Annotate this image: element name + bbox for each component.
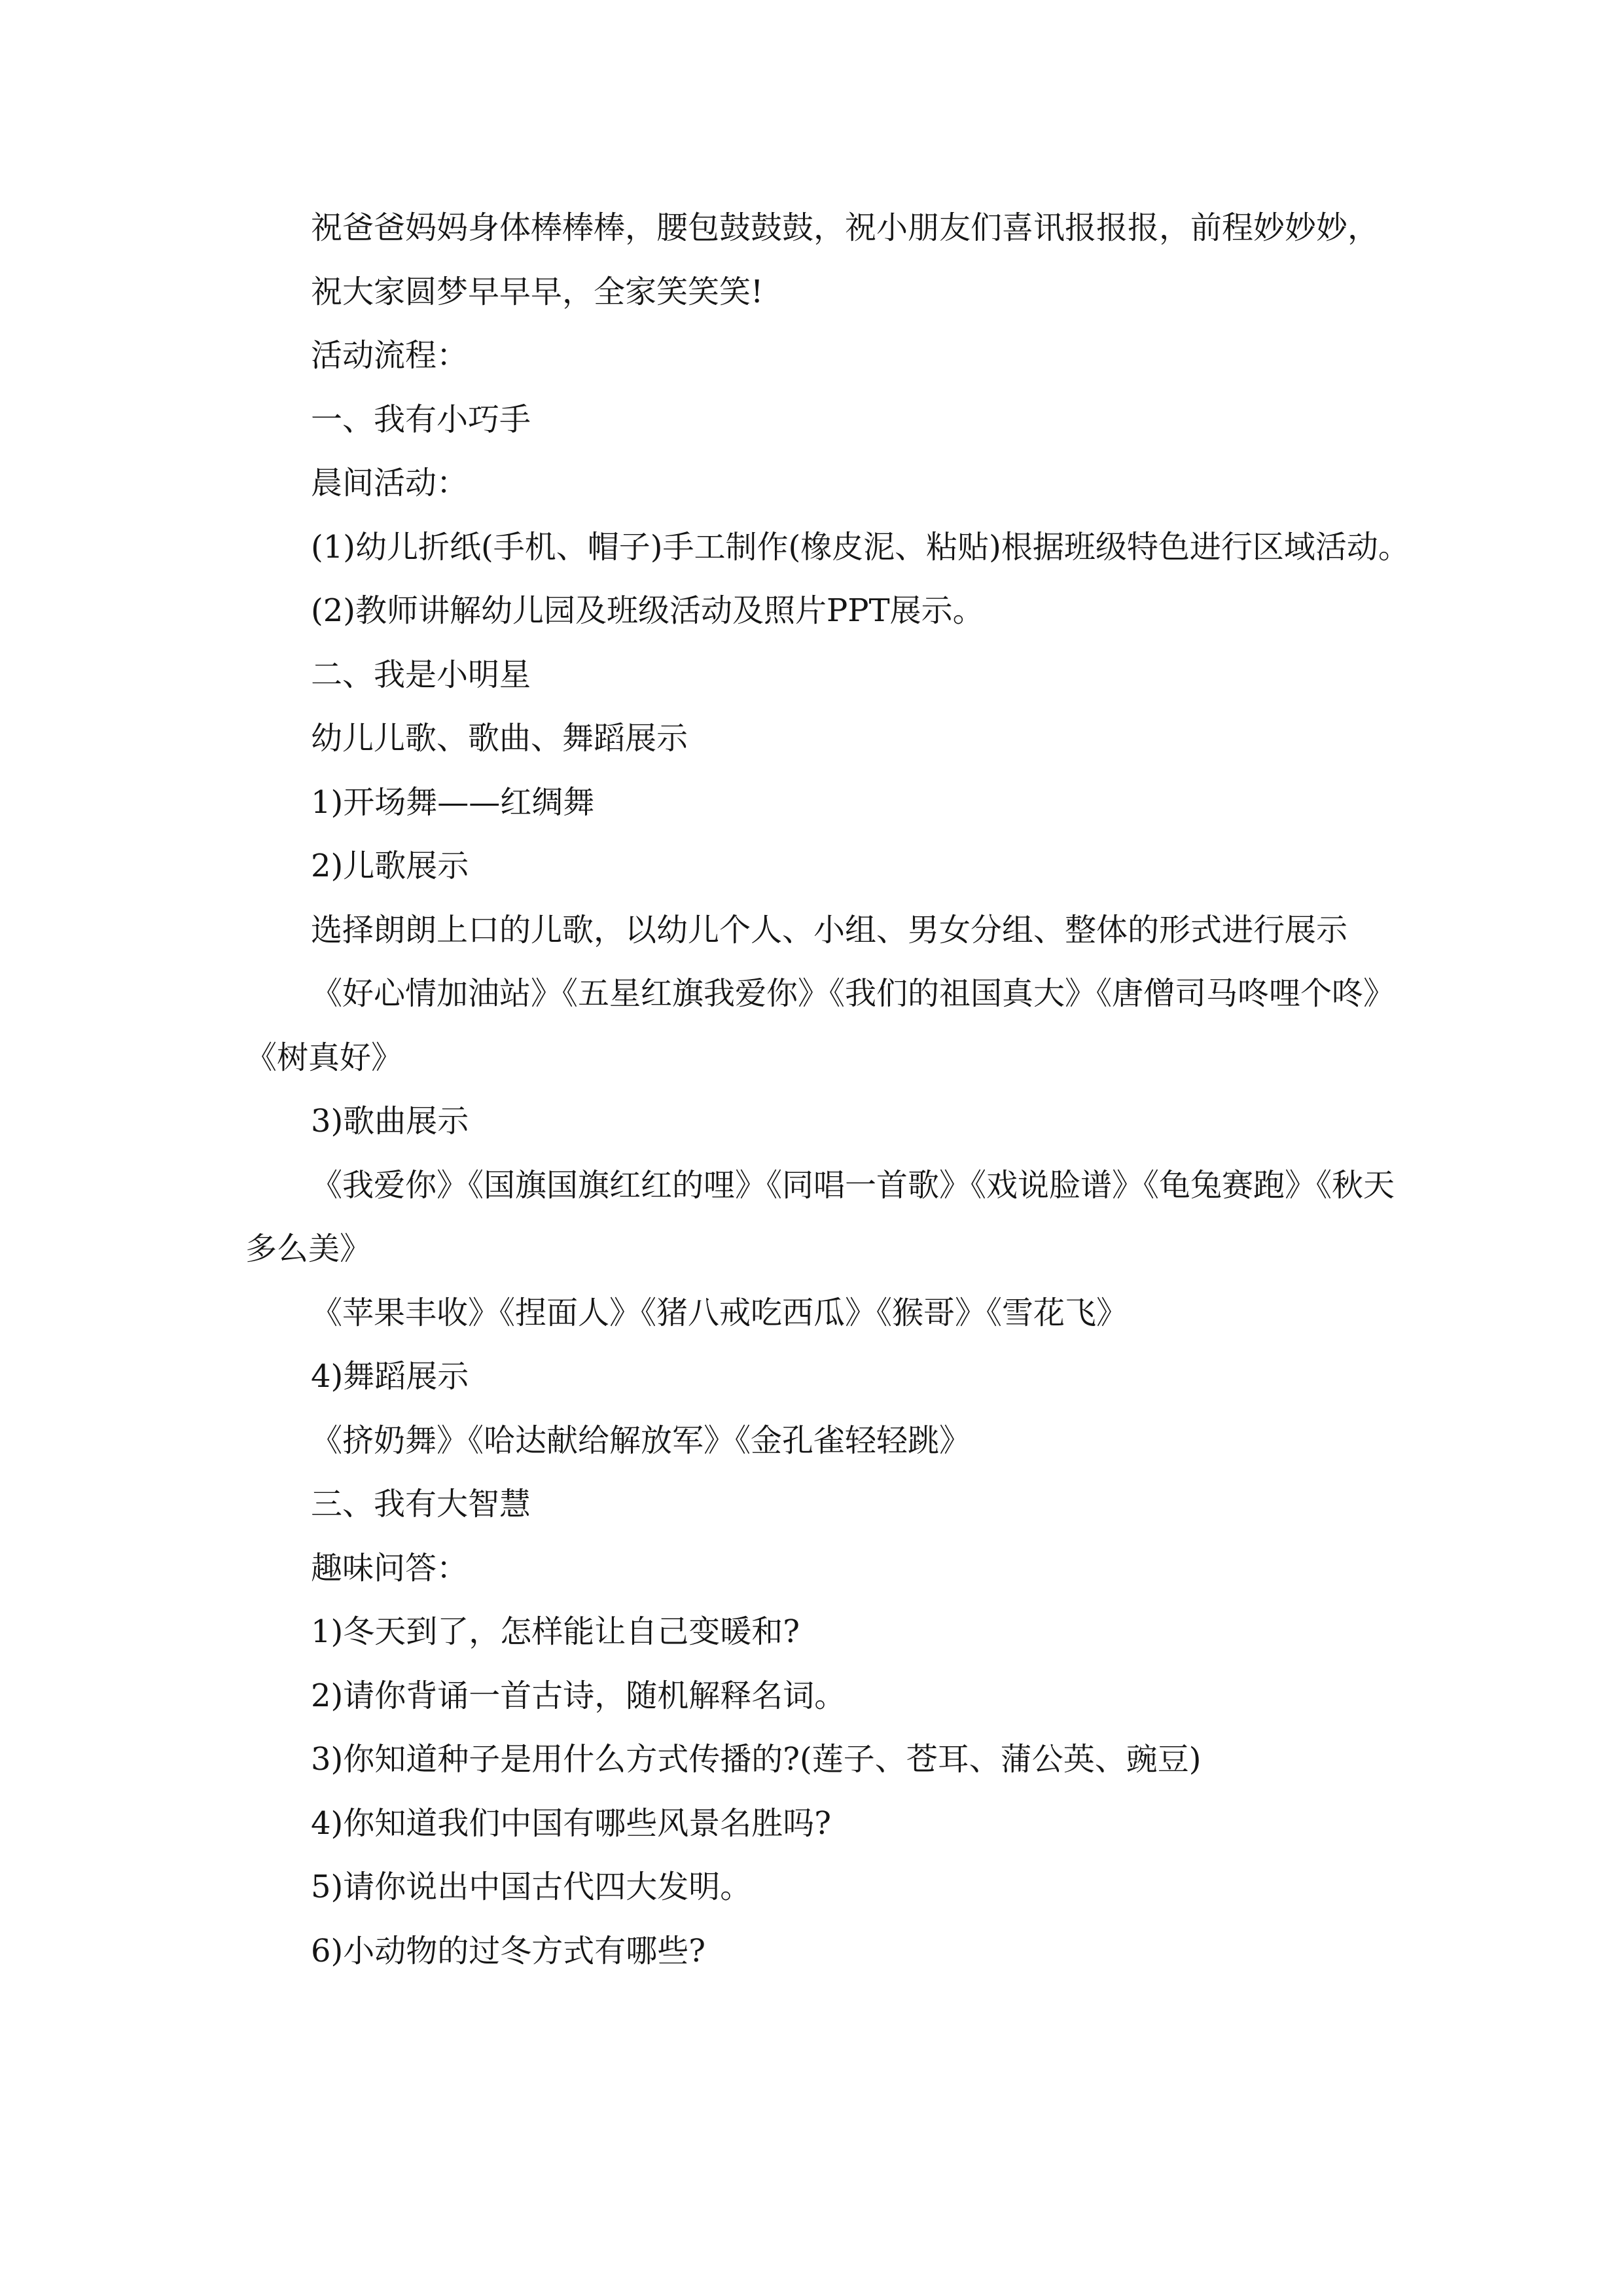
show-intro: 幼儿儿歌、歌曲、舞蹈展示 — [311, 720, 688, 757]
quiz-item-4: 4)你知道我们中国有哪些风景名胜吗? — [311, 1804, 832, 1842]
morning-activity-label: 晨间活动： — [311, 465, 469, 501]
quiz-item-1: 1)冬天到了，怎样能让自己变暖和? — [311, 1613, 800, 1650]
paragraph-wishes-1: 祝爸爸妈妈身体棒棒棒，腰包鼓鼓鼓，祝小朋友们喜讯报报报，前程妙妙妙， — [311, 209, 1380, 246]
quiz-item-3: 3)你知道种子是用什么方式传播的?(莲子、苍耳、蒲公英、豌豆) — [311, 1741, 1202, 1778]
songs-titles-1: 《我爱你》《国旗国旗红红的哩》《同唱一首歌》《戏说脸谱》《龟兔赛跑》《秋天多么美》 — [245, 1166, 1395, 1267]
dances-titles: 《挤奶舞》《哈达献给解放军》《金孔雀轻轻跳》 — [311, 1422, 971, 1459]
list-item-morning-2: (2)教师讲解幼儿园及班级活动及照片PPT展示。 — [311, 592, 984, 629]
quiz-item-5: 5)请你说出中国古代四大发明。 — [311, 1869, 752, 1905]
quiz-label: 趣味问答： — [311, 1549, 469, 1587]
section-heading-3: 三、我有大智慧 — [311, 1486, 531, 1522]
rhymes-titles: 《好心情加油站》《五星红旗我爱你》《我们的祖国真大》《唐僧司马咚哩个咚》《树真好》 — [245, 975, 1395, 1076]
section-heading-1: 一、我有小巧手 — [311, 401, 531, 438]
section-heading-2: 二、我是小明星 — [311, 656, 531, 693]
rhymes-description: 选择朗朗上口的儿歌，以幼儿个人、小组、男女分组、整体的形式进行展示 — [311, 911, 1348, 948]
activity-process-heading: 活动流程： — [311, 337, 469, 374]
quiz-item-6: 6)小动物的过冬方式有哪些? — [311, 1932, 706, 1969]
list-item-rhymes: 2)儿歌展示 — [311, 848, 469, 884]
list-item-morning-1: (1)幼儿折纸(手机、帽子)手工制作(橡皮泥、粘贴)根据班级特色进行区域活动。 — [311, 528, 1410, 565]
quiz-item-2: 2)请你背诵一首古诗，随机解释名词。 — [311, 1677, 846, 1714]
document-body — [245, 196, 1423, 1983]
paragraph-wishes-2: 祝大家圆梦早早早，全家笑笑笑! — [311, 273, 764, 310]
list-item-opening-dance: 1)开场舞——红绸舞 — [311, 783, 595, 821]
list-item-dances: 4)舞蹈展示 — [311, 1358, 469, 1395]
list-item-songs: 3)歌曲展示 — [311, 1103, 469, 1139]
songs-titles-2: 《苹果丰收》《捏面人》《猪八戒吃西瓜》《猴哥》《雪花飞》 — [311, 1294, 1128, 1331]
